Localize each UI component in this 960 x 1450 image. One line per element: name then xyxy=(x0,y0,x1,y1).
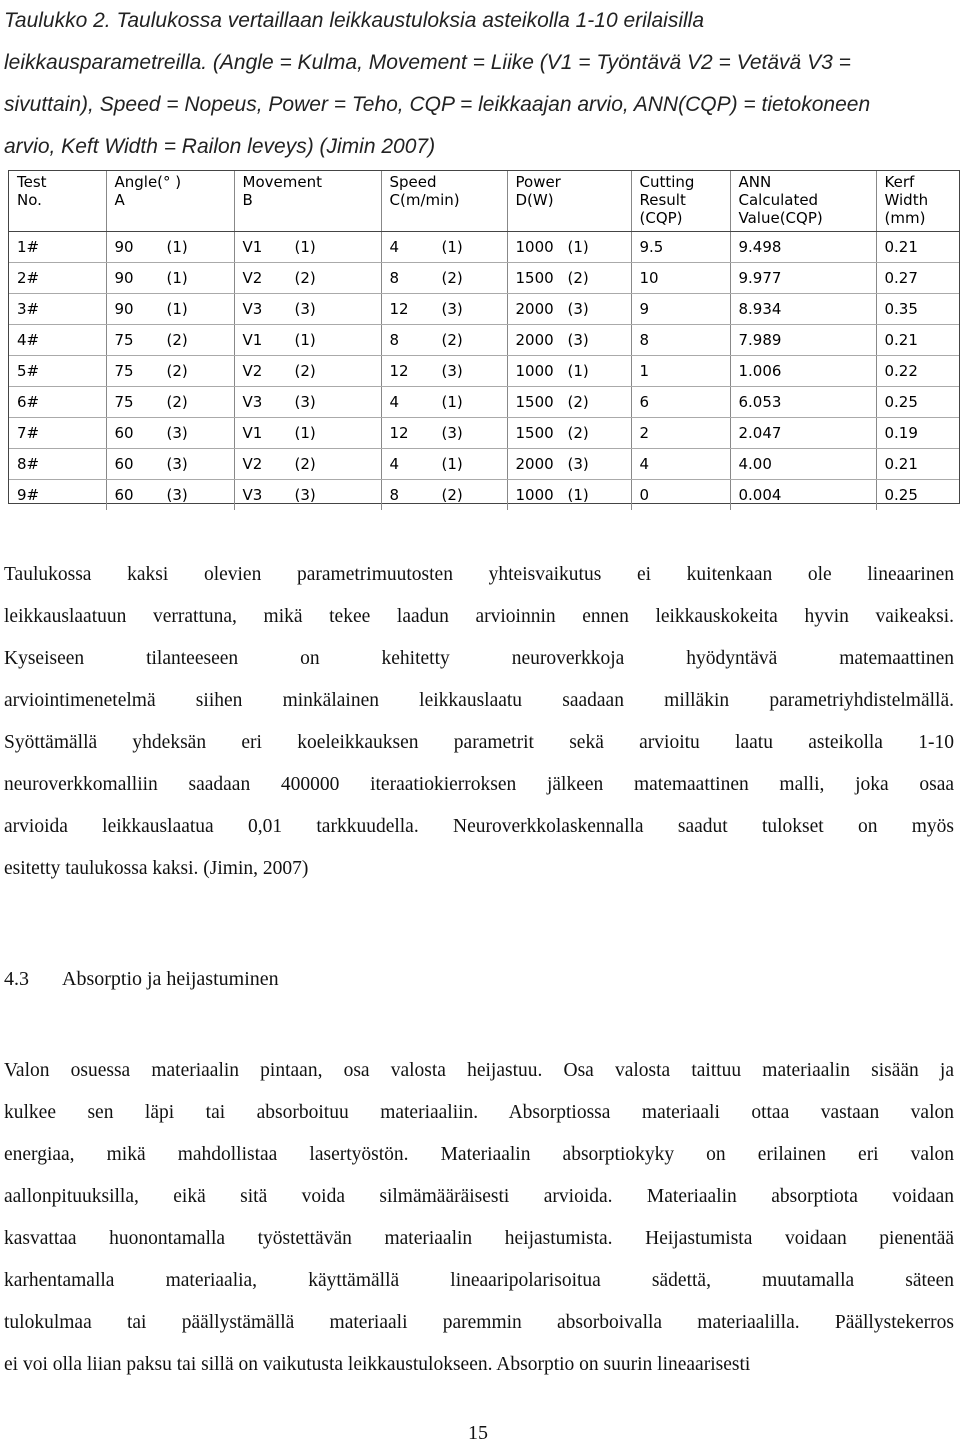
table-cell xyxy=(106,263,234,294)
cell-value: 6.053 xyxy=(738,393,782,411)
header-line: C(m/min) xyxy=(389,191,460,209)
cell-value: 4 xyxy=(389,455,400,473)
table-cell xyxy=(381,325,507,356)
cell-level: (1) xyxy=(166,300,188,318)
cell-value: 10 xyxy=(639,269,659,287)
cell-value: 6 xyxy=(639,393,650,411)
table-cell xyxy=(234,263,381,294)
cell-level: (2) xyxy=(441,269,463,287)
table-cell xyxy=(9,325,106,356)
cell-value: 0.25 xyxy=(884,486,918,504)
cell-value: 4# xyxy=(17,331,40,349)
header-line: Test xyxy=(17,173,47,191)
cell-value: 0.22 xyxy=(884,362,918,380)
cell-value: 3# xyxy=(17,300,40,318)
cell-value: 5# xyxy=(17,362,40,380)
table-row xyxy=(9,356,959,387)
cell-value: 1500 xyxy=(515,393,554,411)
table-cell xyxy=(381,356,507,387)
cell-value: 2000 xyxy=(515,300,554,318)
table-cell xyxy=(9,263,106,294)
table-row xyxy=(9,263,959,294)
cell-value: 1500 xyxy=(515,424,554,442)
cell-value: 1.006 xyxy=(738,362,782,380)
paragraph-line: Kyseiseen tilanteeseen on kehitetty neuroverkkoja hyödyntävä matemaattinen xyxy=(4,648,954,669)
table-cell xyxy=(381,232,507,263)
header-line: No. xyxy=(17,191,42,209)
table-cell xyxy=(507,356,631,387)
cell-level: (1) xyxy=(294,238,316,256)
cell-level: (3) xyxy=(294,300,316,318)
cell-value: 0.35 xyxy=(884,300,918,318)
header-line: Calculated xyxy=(738,191,819,209)
table-cell xyxy=(9,387,106,418)
table-cell xyxy=(631,325,730,356)
cell-value: 0.27 xyxy=(884,269,918,287)
table-header-row xyxy=(9,171,959,232)
cell-level: (3) xyxy=(166,486,188,504)
cell-value: 0 xyxy=(639,486,650,504)
cell-value: 60 xyxy=(114,424,134,442)
table-cell xyxy=(631,387,730,418)
header-line: Speed xyxy=(389,173,437,191)
table-body xyxy=(9,232,959,511)
table-header-cell xyxy=(730,171,876,232)
caption-line: Taulukko 2. Taulukossa vertaillaan leikkaustuloksia asteikolla 1-10 erilaisilla xyxy=(4,9,704,32)
cell-level: (1) xyxy=(166,269,188,287)
paragraph-line: neuroverkkomalliin saadaan 400000 iteraatiokierroksen jälkeen matemaattinen malli, joka osaa xyxy=(4,774,954,795)
table-header-cell xyxy=(234,171,381,232)
section-number: 4.3 xyxy=(4,968,29,990)
table-cell xyxy=(9,294,106,325)
cell-level: (2) xyxy=(567,269,589,287)
table-cell xyxy=(381,263,507,294)
cell-value: V2 xyxy=(242,455,263,473)
table-cell xyxy=(234,325,381,356)
table-cell xyxy=(106,325,234,356)
cell-value: 1500 xyxy=(515,269,554,287)
cell-level: (2) xyxy=(294,455,316,473)
paragraph-line: leikkauslaatuun verrattuna, mikä tekee laadun arvioinnin ennen leikkauskokeita hyvin vaikeaksi. xyxy=(4,606,954,627)
cell-value: 75 xyxy=(114,362,134,380)
paragraph-line: energiaa, mikä mahdollistaa lasertyöstön. Materiaalin absorptiokyky on erilainen eri valon xyxy=(4,1144,954,1165)
table-cell xyxy=(631,480,730,511)
cell-level: (3) xyxy=(441,362,463,380)
table-cell xyxy=(9,356,106,387)
paragraph-absorption xyxy=(4,1050,954,1386)
cell-value: 2 xyxy=(639,424,650,442)
table-cell xyxy=(234,480,381,511)
table-row xyxy=(9,418,959,449)
table-cell xyxy=(876,356,959,387)
table-cell xyxy=(730,325,876,356)
cell-value: 0.21 xyxy=(884,331,918,349)
cell-value: 12 xyxy=(389,424,409,442)
cell-value: 9.5 xyxy=(639,238,664,256)
table-header-cell xyxy=(876,171,959,232)
cell-level: (1) xyxy=(441,238,463,256)
table-cell xyxy=(876,449,959,480)
cell-level: (2) xyxy=(166,393,188,411)
table-cell xyxy=(381,480,507,511)
cell-level: (1) xyxy=(294,424,316,442)
paragraph-line: Syöttämällä yhdeksän eri koeleikkauksen parametrit sekä arvioitu laatu asteikolla 1-10 xyxy=(4,732,954,753)
cell-value: 6# xyxy=(17,393,40,411)
table-cell xyxy=(631,294,730,325)
header-line: Width xyxy=(884,191,929,209)
table-cell xyxy=(9,449,106,480)
cell-value: 8# xyxy=(17,455,40,473)
cell-level: (3) xyxy=(441,300,463,318)
section-title: Absorptio ja heijastuminen xyxy=(62,968,279,990)
table-cell xyxy=(106,480,234,511)
table-cell xyxy=(730,480,876,511)
cell-level: (2) xyxy=(567,424,589,442)
table-row xyxy=(9,449,959,480)
table-cell xyxy=(631,356,730,387)
table-row xyxy=(9,325,959,356)
table-header-cell xyxy=(9,171,106,232)
table-cell xyxy=(631,232,730,263)
paragraph-line: kasvattaa huonontamalla työstettävän materiaalin heijastumista. Heijastumista voidaan pienentää xyxy=(4,1228,954,1249)
cell-value: 2000 xyxy=(515,455,554,473)
table-header-cell xyxy=(631,171,730,232)
caption-line: arvio, Keft Width = Railon leveys) (Jimin 2007) xyxy=(4,135,436,158)
cell-value: 1# xyxy=(17,238,40,256)
table-cell xyxy=(876,294,959,325)
cell-value: 12 xyxy=(389,300,409,318)
cell-level: (1) xyxy=(441,455,463,473)
cell-level: (3) xyxy=(567,455,589,473)
paragraph-line: karhentamalla materiaalia, käyttämällä lineaaripolarisoitua sädettä, muutamalla säteen xyxy=(4,1270,954,1291)
cell-level: (3) xyxy=(166,424,188,442)
cell-level: (1) xyxy=(567,486,589,504)
cell-value: 1 xyxy=(639,362,650,380)
cell-level: (3) xyxy=(567,300,589,318)
cell-value: 8 xyxy=(389,331,400,349)
table-cell xyxy=(876,232,959,263)
cell-level: (3) xyxy=(567,331,589,349)
cell-value: 0.19 xyxy=(884,424,918,442)
cell-level: (2) xyxy=(441,486,463,504)
cell-value: 9 xyxy=(639,300,650,318)
table-header-cell xyxy=(507,171,631,232)
header-line: Result xyxy=(639,191,686,209)
cell-value: 8 xyxy=(389,269,400,287)
header-line: D(W) xyxy=(515,191,554,209)
cell-level: (1) xyxy=(294,331,316,349)
cell-value: 9.498 xyxy=(738,238,782,256)
cell-value: 60 xyxy=(114,486,134,504)
cell-value: 0.21 xyxy=(884,455,918,473)
header-line: Cutting xyxy=(639,173,695,191)
table-cell xyxy=(507,387,631,418)
table-caption xyxy=(4,0,954,168)
table-cell xyxy=(730,356,876,387)
header-line: Value(CQP) xyxy=(738,209,823,227)
cell-value: 90 xyxy=(114,238,134,256)
table-cell xyxy=(730,263,876,294)
caption-line: sivuttain), Speed = Nopeus, Power = Teho, CQP = leikkaajan arvio, ANN(CQP) = tietokoneen xyxy=(4,93,871,116)
table-cell xyxy=(106,356,234,387)
table-cell xyxy=(507,325,631,356)
cell-value: 8 xyxy=(389,486,400,504)
cell-level: (3) xyxy=(441,424,463,442)
paragraph-line: tulokulmaa tai päällystämällä materiaali paremmin absorboivalla materiaalilla. Päällystekerros xyxy=(4,1312,954,1333)
table-cell xyxy=(9,480,106,511)
cell-value: 75 xyxy=(114,393,134,411)
header-line: Power xyxy=(515,173,561,191)
cell-value: V2 xyxy=(242,269,263,287)
cell-value: 8 xyxy=(639,331,650,349)
page-number: 15 xyxy=(468,1422,488,1444)
table-cell xyxy=(234,387,381,418)
cell-value: V3 xyxy=(242,393,263,411)
header-line: Angle(° ) xyxy=(114,173,182,191)
cell-value: V1 xyxy=(242,331,263,349)
table-cell xyxy=(507,449,631,480)
cell-value: V3 xyxy=(242,300,263,318)
table-cell xyxy=(876,263,959,294)
cell-level: (2) xyxy=(567,393,589,411)
table-cell xyxy=(730,418,876,449)
paragraph-line: arviointimenetelmä siihen minkälainen leikkauslaatu saadaan milläkin parametriyhdistelmällä. xyxy=(4,690,954,711)
table-cell xyxy=(876,325,959,356)
table-cell xyxy=(730,294,876,325)
paragraph-line: kulkee sen läpi tai absorboituu materiaaliin. Absorptiossa materiaali ottaa vastaan valon xyxy=(4,1102,954,1123)
table-cell xyxy=(381,387,507,418)
table-cell xyxy=(730,387,876,418)
cell-value: 7# xyxy=(17,424,40,442)
table-cell xyxy=(9,418,106,449)
table-cell xyxy=(106,232,234,263)
table-cell xyxy=(234,356,381,387)
table-header-cell xyxy=(106,171,234,232)
cell-value: 60 xyxy=(114,455,134,473)
cell-value: 90 xyxy=(114,269,134,287)
table-cell xyxy=(106,449,234,480)
table-cell xyxy=(234,232,381,263)
table-cell xyxy=(106,294,234,325)
cell-level: (3) xyxy=(166,455,188,473)
table-cell xyxy=(381,294,507,325)
cell-value: 8.934 xyxy=(738,300,782,318)
cell-level: (3) xyxy=(294,393,316,411)
cell-level: (2) xyxy=(294,362,316,380)
cell-level: (2) xyxy=(166,362,188,380)
table-cell xyxy=(876,387,959,418)
table-cell xyxy=(507,418,631,449)
cell-value: V1 xyxy=(242,238,263,256)
cell-value: 75 xyxy=(114,331,134,349)
table-cell xyxy=(507,263,631,294)
table-cell xyxy=(234,294,381,325)
cell-level: (1) xyxy=(441,393,463,411)
cell-value: V2 xyxy=(242,362,263,380)
cell-value: 4 xyxy=(389,393,400,411)
cell-value: V1 xyxy=(242,424,263,442)
cell-value: 9.977 xyxy=(738,269,782,287)
table-cell xyxy=(381,449,507,480)
cell-value: 9# xyxy=(17,486,40,504)
cell-value: 1000 xyxy=(515,362,554,380)
paragraph-line: ei voi olla liian paksu tai sillä on vaikutusta leikkaustulokseen. Absorptio on suurin lineaarisesti xyxy=(4,1354,751,1375)
cell-level: (2) xyxy=(441,331,463,349)
table-cell xyxy=(507,232,631,263)
cell-level: (1) xyxy=(567,238,589,256)
cell-value: 2000 xyxy=(515,331,554,349)
cell-value: 7.989 xyxy=(738,331,782,349)
table-cell xyxy=(876,418,959,449)
caption-line: leikkausparametreilla. (Angle = Kulma, Movement = Liike (V1 = Työntävä V2 = Vetävä V3 = xyxy=(4,51,851,74)
paragraph-line: esitetty taulukossa kaksi. (Jimin, 2007) xyxy=(4,858,309,879)
table-row xyxy=(9,480,959,511)
cell-value: 4 xyxy=(389,238,400,256)
cell-value: 2# xyxy=(17,269,40,287)
table-cell xyxy=(631,449,730,480)
table-cell xyxy=(631,263,730,294)
header-line: A xyxy=(114,191,125,209)
header-line: Kerf xyxy=(884,173,915,191)
results-table xyxy=(8,170,960,504)
section-heading xyxy=(4,958,279,1000)
paragraph-line: arvioida leikkauslaatua 0,01 tarkkuudella. Neuroverkkolaskennalla saadut tulokset on myös xyxy=(4,816,954,837)
cell-value: 4.00 xyxy=(738,455,772,473)
table-cell xyxy=(631,418,730,449)
table-row xyxy=(9,294,959,325)
cell-value: 0.21 xyxy=(884,238,918,256)
cell-value: 2.047 xyxy=(738,424,782,442)
table-cell xyxy=(106,418,234,449)
table-row xyxy=(9,232,959,263)
cell-level: (2) xyxy=(166,331,188,349)
table-cell xyxy=(9,232,106,263)
paragraph-cutting-quality xyxy=(4,554,954,890)
table-cell xyxy=(106,387,234,418)
table-cell xyxy=(234,449,381,480)
cell-value: 4 xyxy=(639,455,650,473)
header-line: ANN xyxy=(738,173,772,191)
cell-level: (3) xyxy=(294,486,316,504)
cell-level: (2) xyxy=(294,269,316,287)
cell-level: (1) xyxy=(567,362,589,380)
cell-value: 90 xyxy=(114,300,134,318)
cell-value: 1000 xyxy=(515,486,554,504)
paragraph-line: Valon osuessa materiaalin pintaan, osa valosta heijastuu. Osa valosta taittuu materiaalin sisään ja xyxy=(4,1060,954,1081)
header-line: B xyxy=(242,191,253,209)
table-cell xyxy=(381,418,507,449)
cell-value: V3 xyxy=(242,486,263,504)
cell-value: 1000 xyxy=(515,238,554,256)
table-cell xyxy=(507,480,631,511)
header-line: (CQP) xyxy=(639,209,683,227)
table-cell xyxy=(234,418,381,449)
paragraph-line: Taulukossa kaksi olevien parametrimuutosten yhteisvaikutus ei kuitenkaan ole lineaarinen xyxy=(4,564,954,585)
cell-level: (1) xyxy=(166,238,188,256)
header-line: Movement xyxy=(242,173,322,191)
header-line: (mm) xyxy=(884,209,926,227)
cell-value: 0.004 xyxy=(738,486,782,504)
table-cell xyxy=(507,294,631,325)
table-cell xyxy=(730,449,876,480)
paragraph-line: aallonpituuksilla, eikä sitä voida silmämääräisesti arvioida. Materiaalin absorptiota voidaan xyxy=(4,1186,954,1207)
table-cell xyxy=(876,480,959,511)
table-row xyxy=(9,387,959,418)
cell-value: 0.25 xyxy=(884,393,918,411)
cell-value: 12 xyxy=(389,362,409,380)
table-cell xyxy=(730,232,876,263)
table-header-cell xyxy=(381,171,507,232)
